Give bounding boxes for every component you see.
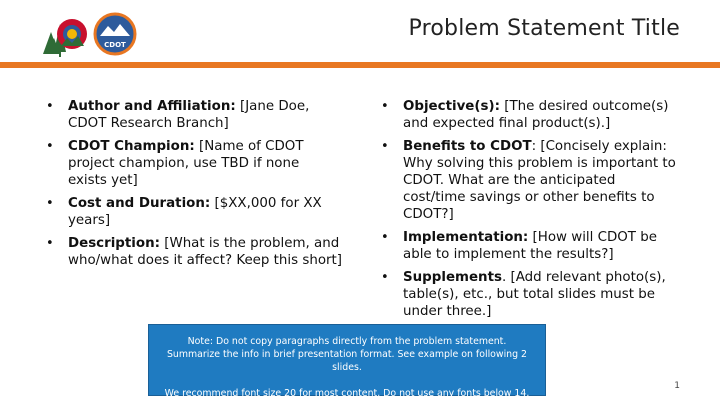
bullet-supplements[interactable] [377, 269, 677, 320]
bullet-author[interactable] [42, 98, 342, 132]
bullet-label: CDOT Champion: [68, 139, 195, 154]
bullet-cost[interactable] [42, 195, 342, 229]
bullet-label: Author and Affiliation: [68, 99, 236, 114]
bullet-label: Supplements [403, 270, 502, 285]
note-text-font-size: We recommend font size 20 for most content. Do not use any fonts below 14. [164, 388, 530, 399]
bullet-label: Implementation: [403, 230, 529, 245]
bullet-text: : [Concisely explain: Why solving this problem is important to CDOT. What are the anticipated cost/time savings or other benefits to CDOT?] [403, 139, 676, 222]
bullet-text: . [Add relevant photo(s), table(s), etc., but total slides must be under three.] [403, 270, 666, 319]
bullet-text: [Jane Doe, CDOT Research Branch] [68, 99, 310, 131]
bullet-text: [$XX,000 for XX years] [68, 196, 322, 228]
left-column [42, 98, 342, 275]
cdot-logo-text: CDOT [104, 41, 126, 49]
slide-title[interactable]: Problem Statement Title [408, 16, 680, 41]
bullet-implementation[interactable] [377, 229, 677, 263]
right-bullet-list [377, 98, 677, 320]
bullet-objectives[interactable] [377, 98, 677, 132]
bullet-text: [The desired outcome(s) and expected final product(s).] [403, 99, 669, 131]
slide-header [0, 0, 720, 62]
bullet-benefits[interactable] [377, 138, 677, 223]
note-text-guidance: Note: Do not copy paragraphs directly from the problem statement. Summarize the info in brief presentation format. See example on following 2 slides. [166, 336, 528, 373]
bullet-label: Benefits to CDOT [403, 139, 532, 154]
bullet-text: [How will CDOT be able to implement the results?] [403, 230, 657, 262]
bullet-text: [What is the problem, and who/what does it affect? Keep this short] [68, 236, 343, 268]
bullet-text: [Name of CDOT project champion, use TBD if none exists yet] [68, 139, 304, 188]
bullet-label: Description: [68, 236, 160, 251]
page-number: 1 [674, 381, 680, 391]
left-bullet-list [42, 98, 342, 269]
bullet-label: Cost and Duration: [68, 196, 211, 211]
right-column [377, 98, 677, 326]
bullet-description[interactable] [42, 235, 342, 269]
cdot-logo [40, 8, 140, 60]
orange-header-rule [0, 62, 720, 68]
note-callout-box[interactable] [148, 324, 546, 399]
bullet-label: Objective(s): [403, 99, 500, 114]
bullet-champion[interactable] [42, 138, 342, 189]
